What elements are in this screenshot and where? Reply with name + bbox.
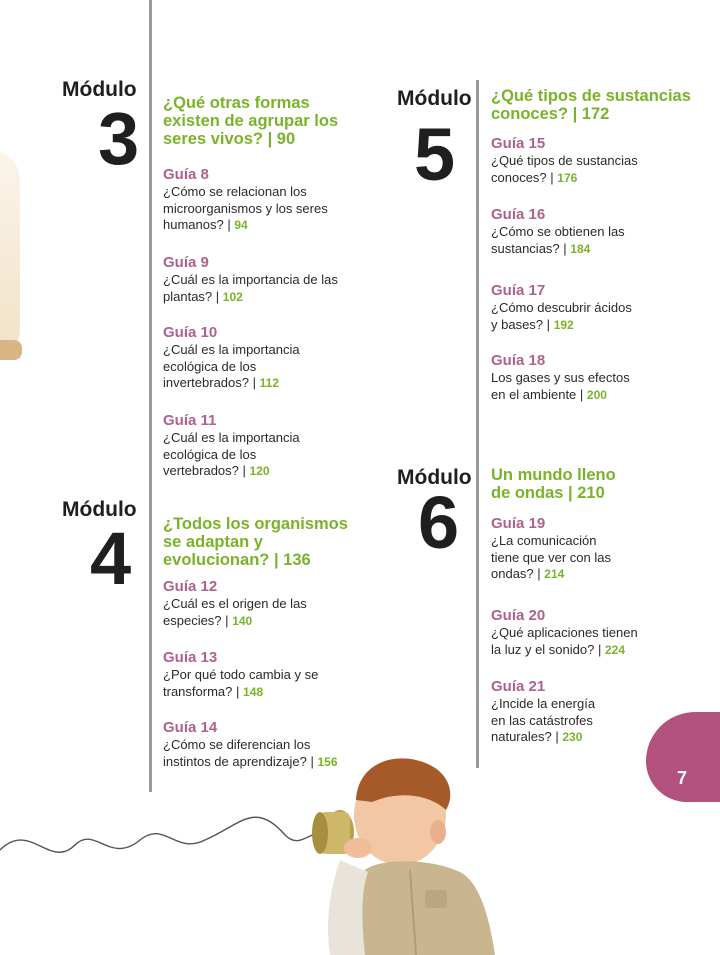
page-number: 7	[677, 768, 688, 788]
guide-10[interactable]: Guía 10 ¿Cuál es la importancia ecológica de los invertebrados? | 112	[163, 324, 300, 390]
guide-8[interactable]: Guía 8 ¿Cómo se relacionan los microorganismos y los seres humanos? | 94	[163, 166, 328, 232]
module-6-title[interactable]: Un mundo lleno de ondas | 210	[491, 466, 616, 502]
guide-14[interactable]: Guía 14 ¿Cómo se diferencian los instintos de aprendizaje? | 156	[163, 719, 338, 769]
guide-21[interactable]: Guía 21 ¿Incide la energía en las catástrofes naturales? | 230	[491, 678, 596, 744]
module-4-number: 4	[90, 517, 132, 600]
guide-18[interactable]: Guía 18 Los gases y sus efectos en el ambiente | 200	[491, 352, 630, 402]
guide-16[interactable]: Guía 16 ¿Cómo se obtienen las sustancias? | 184	[491, 206, 625, 256]
left-edge-illustration	[0, 150, 20, 360]
guide-9[interactable]: Guía 9 ¿Cuál es la importancia de las plantas? | 102	[163, 254, 338, 304]
guide-11[interactable]: Guía 11 ¿Cuál es la importancia ecológica de los vertebrados? | 120	[163, 412, 300, 478]
module-4-label: Módulo	[62, 498, 137, 521]
module-4-title[interactable]: ¿Todos los organismos se adaptan y evolucionan? | 136	[163, 515, 348, 569]
module-3-title[interactable]: ¿Qué otras formas existen de agrupar los seres vivos? | 90	[163, 94, 339, 148]
guide-19[interactable]: Guía 19 ¿La comunicación tiene que ver con las ondas? | 214	[491, 515, 611, 581]
module-6-number: 6	[418, 481, 460, 564]
module-5-label: Módulo	[397, 87, 472, 110]
divider-left	[149, 0, 152, 792]
module-3-number: 3	[98, 97, 140, 180]
left-edge-illustration-detail	[0, 340, 22, 360]
module-5-number: 5	[414, 113, 456, 196]
guide-15[interactable]: Guía 15 ¿Qué tipos de sustancias conoces? | 176	[491, 135, 638, 185]
module-3-label: Módulo	[62, 78, 137, 101]
module-6-label: Módulo	[397, 466, 472, 489]
divider-right	[476, 80, 479, 768]
child-tin-can-illustration	[0, 740, 560, 955]
guide-17[interactable]: Guía 17 ¿Cómo descubrir ácidos y bases? | 192	[491, 282, 632, 332]
guide-20[interactable]: Guía 20 ¿Qué aplicaciones tienen la luz y el sonido? | 224	[491, 607, 638, 657]
module-5-title[interactable]: ¿Qué tipos de sustancias conoces? | 172	[491, 87, 691, 123]
guide-12[interactable]: Guía 12 ¿Cuál es el origen de las especies? | 140	[163, 578, 307, 628]
guide-13[interactable]: Guía 13 ¿Por qué todo cambia y se transforma? | 148	[163, 649, 319, 699]
